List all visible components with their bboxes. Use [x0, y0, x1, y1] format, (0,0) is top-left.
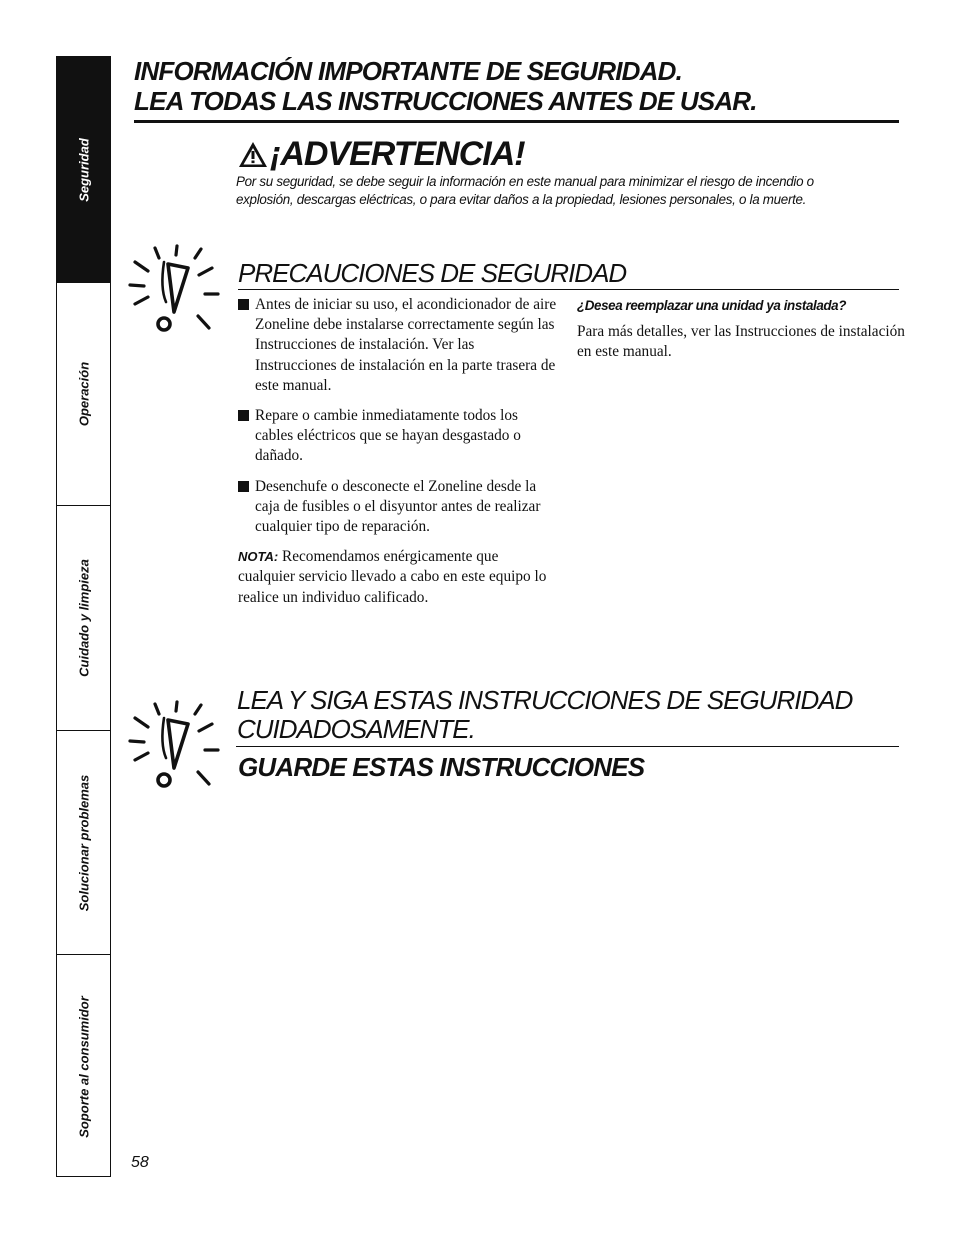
bullet-text: Desenchufe o desconecte el Zoneline desde la caja de fusibles o el disyuntor antes de realizar cualquier tipo de reparación.	[255, 477, 541, 536]
tab-solucionar-problemas[interactable]	[57, 731, 110, 955]
tab-label: Soporte al consumidor	[76, 995, 91, 1138]
list-item	[238, 477, 558, 538]
precautions-list	[238, 295, 558, 608]
closing-divider	[236, 746, 899, 747]
replacement-answer: Para más detalles, ver las Instrucciones de instalación en este manual.	[577, 323, 905, 361]
page-number: 58	[131, 1154, 149, 1171]
header-line-1: INFORMACIÓN IMPORTANTE DE SEGURIDAD.	[134, 56, 683, 86]
header-line-2: LEA TODAS LAS INSTRUCCIONES ANTES DE USAR.	[134, 86, 757, 116]
bullet-square-icon	[238, 481, 249, 492]
list-item	[238, 406, 558, 467]
exclamation-alert-icon	[126, 244, 226, 336]
page-header	[134, 56, 904, 116]
exclamation-alert-icon	[126, 700, 226, 792]
tab-seguridad[interactable]	[57, 57, 110, 283]
note-paragraph	[238, 547, 558, 608]
tab-label: Cuidado y limpieza	[76, 559, 91, 677]
bullet-square-icon	[238, 410, 249, 421]
replacement-question: ¿Desea reemplazar una unidad ya instalada?	[577, 298, 846, 313]
warning-triangle-icon	[238, 141, 268, 168]
closing-heading-line-2: CUIDADOSAMENTE.	[237, 714, 475, 744]
closing-heading	[237, 686, 852, 744]
bullet-text: Repare o cambie inmediatamente todos los cables eléctricos que se hayan desgastado o dañado.	[255, 407, 521, 465]
tab-label: Operación	[76, 361, 91, 427]
side-tabs	[56, 56, 111, 1177]
tab-soporte-al-consumidor[interactable]	[57, 955, 110, 1178]
tab-label: Solucionar problemas	[76, 774, 91, 911]
warning-title-text: ¡ADVERTENCIA!	[270, 135, 525, 173]
bullet-square-icon	[238, 299, 249, 310]
warning-text: Por su seguridad, se debe seguir la información en este manual para minimizar el riesgo de incendio o explosión, descargas eléctricas, o para evitar daños a la propiedad, lesiones personales, o la muerte.	[236, 174, 814, 207]
closing-heading-line-1: LEA Y SIGA ESTAS INSTRUCCIONES DE SEGURIDAD	[237, 685, 853, 715]
list-item	[238, 295, 558, 396]
tab-operacion[interactable]	[57, 283, 110, 506]
replacement-info	[577, 296, 907, 362]
warning-title	[238, 134, 525, 174]
header-divider	[134, 120, 899, 123]
note-text: Recomendamos enérgicamente que cualquier servicio llevado a cabo en este equipo lo realice un individuo calificado.	[238, 548, 547, 606]
tab-label: Seguridad	[76, 137, 91, 202]
section-divider	[238, 289, 899, 290]
bullet-text: Antes de iniciar su uso, el acondicionador de aire Zoneline debe instalarse correctamente según las Instrucciones de instalación. Ver las Instrucciones de instalación en la parte trasera de este manual.	[255, 296, 557, 394]
section-heading-precauciones: PRECAUCIONES DE SEGURIDAD	[238, 258, 627, 288]
note-label: NOTA:	[238, 549, 279, 565]
closing-subheading: GUARDE ESTAS INSTRUCCIONES	[238, 752, 645, 782]
tab-cuidado-y-limpieza[interactable]	[57, 506, 110, 731]
